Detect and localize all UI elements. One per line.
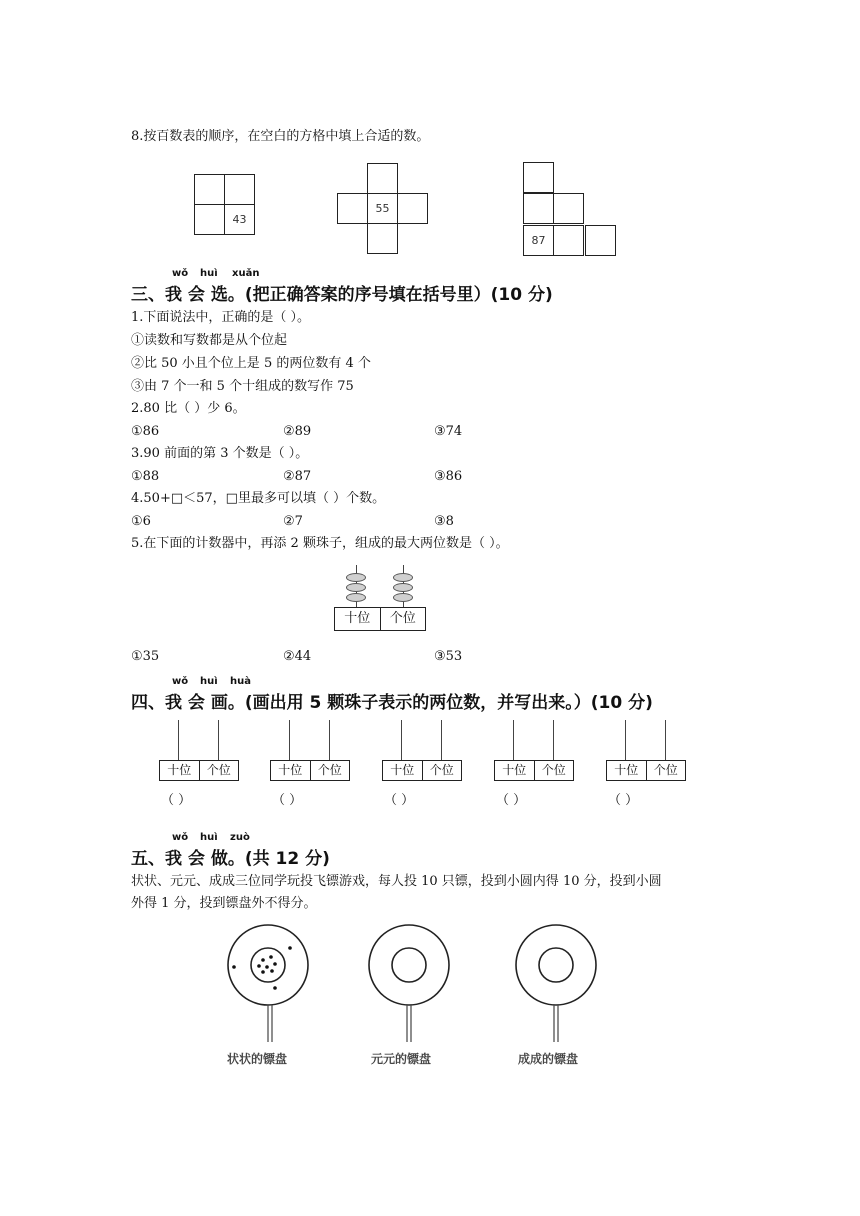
grid-cell bbox=[194, 174, 225, 205]
abacus-rod-ones bbox=[441, 720, 442, 760]
abacus-rod-tens bbox=[401, 720, 402, 760]
board-label-yuanyuan: 元元的镖盘 bbox=[371, 1052, 432, 1066]
grid-cell bbox=[367, 163, 398, 194]
q4-option-2: ②7 bbox=[283, 514, 303, 529]
section-3-heading: 三、我 会 选。(把正确答案的序号填在括号里）(10 分) bbox=[131, 285, 553, 305]
abacus-label-tens: 十位 bbox=[278, 763, 303, 777]
q4-stem: 4.50+□＜57，□里最多可以填（ ）个数。 bbox=[131, 491, 386, 506]
grid-cell-87: 87 bbox=[523, 225, 554, 256]
section-5-intro-line-1: 状状、元元、成成三位同学玩投飞镖游戏，每人投 10 只镖，投到小圆内得 10 分，投到小圆 bbox=[131, 874, 662, 889]
q3-option-3: ③86 bbox=[434, 469, 463, 484]
question-8-title: 8.按百数表的顺序，在空白的方格中填上合适的数。 bbox=[131, 129, 430, 144]
dartboard-yuanyuan bbox=[369, 925, 449, 1042]
pinyin-hui: huì bbox=[200, 676, 218, 687]
pinyin-hui: huì bbox=[200, 832, 218, 843]
board-label-zhuangzhuang: 状状的镖盘 bbox=[227, 1052, 288, 1066]
answer-parentheses[interactable]: （ ） bbox=[496, 793, 527, 808]
grid-cell bbox=[553, 193, 584, 224]
answer-parentheses[interactable]: （ ） bbox=[384, 793, 415, 808]
grid-cell bbox=[523, 193, 554, 224]
abacus-label-tens: 十位 bbox=[390, 763, 415, 777]
answer-parentheses[interactable]: （ ） bbox=[272, 793, 303, 808]
abacus-rod-tens bbox=[625, 720, 626, 760]
pinyin-hua: huà bbox=[230, 676, 251, 687]
section-5-heading: 五、我 会 做。(共 12 分) bbox=[131, 849, 330, 869]
q3-option-1: ①88 bbox=[131, 469, 160, 484]
q1-stem: 1.下面说法中，正确的是（ ）。 bbox=[131, 310, 311, 325]
q2-stem: 2.80 比（ ）少 6。 bbox=[131, 401, 246, 416]
abacus-label-box bbox=[270, 760, 350, 781]
q4-option-1: ①6 bbox=[131, 514, 151, 529]
grid-cell bbox=[397, 193, 428, 224]
q1-option-1: ①读数和写数都是从个位起 bbox=[131, 333, 288, 348]
abacus-label-box bbox=[334, 607, 426, 631]
grid-cell-43: 43 bbox=[224, 204, 255, 235]
abacus-rod-ones bbox=[329, 720, 330, 760]
answer-parentheses[interactable]: （ ） bbox=[161, 793, 192, 808]
dartboards bbox=[215, 920, 615, 1050]
grid-cell bbox=[553, 225, 584, 256]
grid-cell bbox=[224, 174, 255, 205]
q2-option-2: ②89 bbox=[283, 424, 312, 439]
section-4-heading: 四、我 会 画。(画出用 5 颗珠子表示的两位数，并写出来。）(10 分) bbox=[131, 693, 653, 713]
abacus-label-box bbox=[159, 760, 239, 781]
q5-option-1: ①35 bbox=[131, 649, 160, 664]
abacus-label-ones: 个位 bbox=[199, 761, 239, 780]
board-label-chengcheng: 成成的镖盘 bbox=[518, 1052, 579, 1066]
pinyin-hui: huì bbox=[200, 268, 218, 279]
grid-cell bbox=[337, 193, 368, 224]
pinyin-wo: wǒ bbox=[172, 676, 189, 687]
q1-option-2: ②比 50 小且个位上是 5 的两位数有 4 个 bbox=[131, 356, 371, 371]
pinyin-xuan: xuǎn bbox=[232, 268, 260, 279]
abacus-label-box bbox=[606, 760, 686, 781]
q2-option-1: ①86 bbox=[131, 424, 160, 439]
grid-cell bbox=[367, 223, 398, 254]
abacus-rod-tens bbox=[178, 720, 179, 760]
q5-stem: 5.在下面的计数器中，再添 2 颗珠子，组成的最大两位数是（ ）。 bbox=[131, 536, 509, 551]
abacus-label-tens: 十位 bbox=[344, 611, 371, 626]
abacus-rod-tens bbox=[513, 720, 514, 760]
abacus-label-tens: 十位 bbox=[502, 763, 527, 777]
bead bbox=[393, 593, 413, 602]
abacus-label-tens: 十位 bbox=[167, 763, 192, 777]
bead bbox=[393, 573, 413, 582]
abacus-label-ones: 个位 bbox=[380, 608, 426, 630]
abacus-label-tens: 十位 bbox=[614, 763, 639, 777]
grid-cell bbox=[585, 225, 616, 256]
abacus-label-ones: 个位 bbox=[646, 761, 686, 780]
q3-option-2: ②87 bbox=[283, 469, 312, 484]
q5-option-3: ③53 bbox=[434, 649, 463, 664]
bead bbox=[346, 593, 366, 602]
abacus-rod-tens bbox=[289, 720, 290, 760]
abacus-rod-ones bbox=[665, 720, 666, 760]
section-5-intro-line-2: 外得 1 分，投到镖盘外不得分。 bbox=[131, 896, 317, 911]
q2-option-3: ③74 bbox=[434, 424, 463, 439]
bead bbox=[393, 583, 413, 592]
dart-marks bbox=[232, 946, 292, 990]
pinyin-wo: wǒ bbox=[172, 268, 189, 279]
abacus-rod-ones bbox=[553, 720, 554, 760]
pinyin-wo: wǒ bbox=[172, 832, 189, 843]
q3-stem: 3.90 前面的第 3 个数是（ ）。 bbox=[131, 446, 309, 461]
q4-option-3: ③8 bbox=[434, 514, 454, 529]
abacus-label-ones: 个位 bbox=[422, 761, 462, 780]
pinyin-zuo: zuò bbox=[230, 832, 250, 843]
bead bbox=[346, 573, 366, 582]
grid-cell-55: 55 bbox=[367, 193, 398, 224]
grid-cell bbox=[523, 162, 554, 193]
bead bbox=[346, 583, 366, 592]
q1-option-3: ③由 7 个一和 5 个十组成的数写作 75 bbox=[131, 379, 354, 394]
abacus-label-box bbox=[494, 760, 574, 781]
abacus-label-box bbox=[382, 760, 462, 781]
abacus-label-ones: 个位 bbox=[534, 761, 574, 780]
abacus-label-ones: 个位 bbox=[310, 761, 350, 780]
dartboard-chengcheng bbox=[516, 925, 596, 1042]
answer-parentheses[interactable]: （ ） bbox=[608, 793, 639, 808]
grid-cell bbox=[194, 204, 225, 235]
q5-option-2: ②44 bbox=[283, 649, 312, 664]
dartboard-zhuangzhuang bbox=[228, 925, 308, 1042]
abacus-rod-ones bbox=[218, 720, 219, 760]
